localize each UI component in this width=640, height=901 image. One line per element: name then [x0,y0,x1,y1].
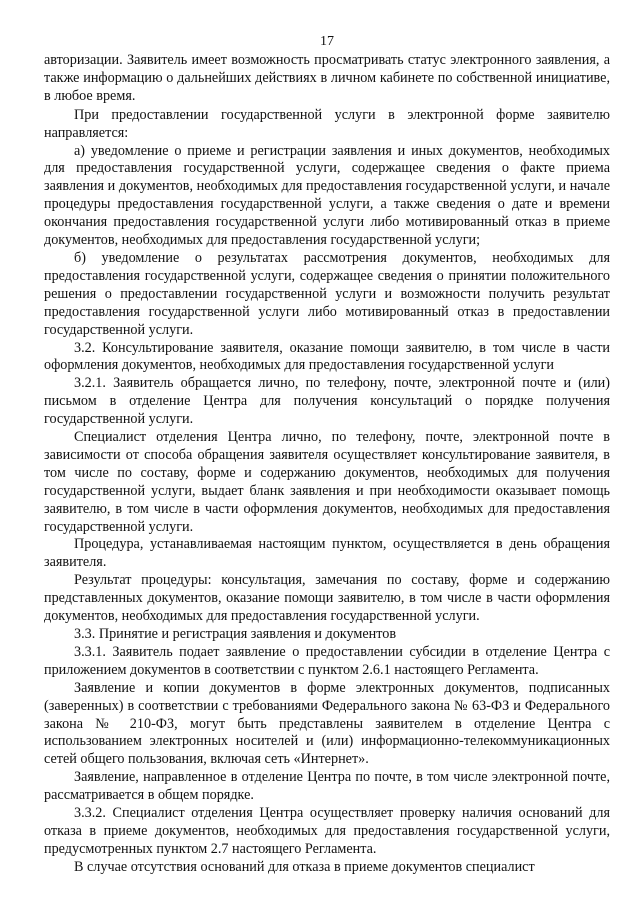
paragraph: При предоставлении государственной услуги в электронной форме заявителю направляется: [44,106,610,141]
paragraph: Специалист отделения Центра лично, по телефону, почте, электронной почте в зависимости от способа обращения заявителя осуществляет консультирование заявителя, в том числе по составу, форме и содержанию документов, необходимых для получения государственной услуги, выдает бланк заявления и при необходимости оказывает помощь заявителю, в том числе в части оформления документов, необходимых для предоставления государственной услуги. [44,429,610,535]
paragraph: Результат процедуры: консультация, замечания по составу, форме и содержанию представленных документов, оказание помощи заявителю, в том числе в части оформления документов, необходимых для предоставления государственной услуги. [44,572,610,625]
list-item: б) уведомление о результатах рассмотрения документов, необходимых для предоставления государственной услуги, содержащее сведения о принятии положительного решения о предоставлении государственной услуги и возможности получить результат предоставления государственной услуги либо мотивированный отказ в предоставлении государственной услуги. [44,249,610,338]
list-item: а) уведомление о приеме и регистрации заявления и иных документов, необходимых для предоставления государственной услуги, содержащее сведения о факте приема заявления и документов, необходимых для предоставления государственной услуги, и начале процедуры предоставления государственной услуги, а также сведения о дате и времени окончания предоставления государственной услуги либо мотивированный отказ в приеме документов, необходимых для предоставления государственной услуги; [44,142,610,249]
paragraph: 3.2.1. Заявитель обращается лично, по телефону, почте, электронной почте и (или) письмом в отделение Центра для получения консультаций о порядке получения государственной услуги. [44,375,610,428]
section-heading: 3.3. Принятие и регистрация заявления и документов [74,626,397,642]
paragraph: Заявление, направленное в отделение Центра по почте, в том числе электронной почте, рассматривается в общем порядке. [44,769,610,804]
paragraph: авторизации. Заявитель имеет возможность просматривать статус электронного заявления, а также информацию о дальнейших действиях в личном кабинете по собственной инициативе, в любое время. [44,52,610,104]
paragraph: Процедура, устанавливаемая настоящим пунктом, осуществляется в день обращения заявителя. [44,536,610,571]
section-heading: 3.2. Консультирование заявителя, оказание помощи заявителю, в том числе в части оформления документов, необходимых для предоставления государственной услуги [44,339,610,374]
page-number: 17 [320,34,334,49]
document-body [44,52,610,877]
paragraph: Заявление и копии документов в форме электронных документов, подписанных (заверенных) в соответствии с требованиями Федерального закона № 63-ФЗ и Федерального закона № 210-ФЗ, могут быть представлены заявителем в отделение Центра с использованием электронных носителей и (или) информационно-телекоммуникационных сетей общего пользования, включая сеть «Интернет». [44,679,610,768]
paragraph: 3.3.1. Заявитель подает заявление о предоставлении субсидии в отделение Центра с приложением документов в соответствии с пунктом 2.6.1 настоящего Регламента. [44,643,610,678]
paragraph: 3.3.2. Специалист отделения Центра осуществляет проверку наличия оснований для отказа в приеме документов, необходимых для предоставления государственной услуги, предусмотренных пунктом 2.7 настоящего Регламента. [44,805,610,857]
paragraph: В случае отсутствия оснований для отказа в приеме документов специалист [74,858,535,875]
